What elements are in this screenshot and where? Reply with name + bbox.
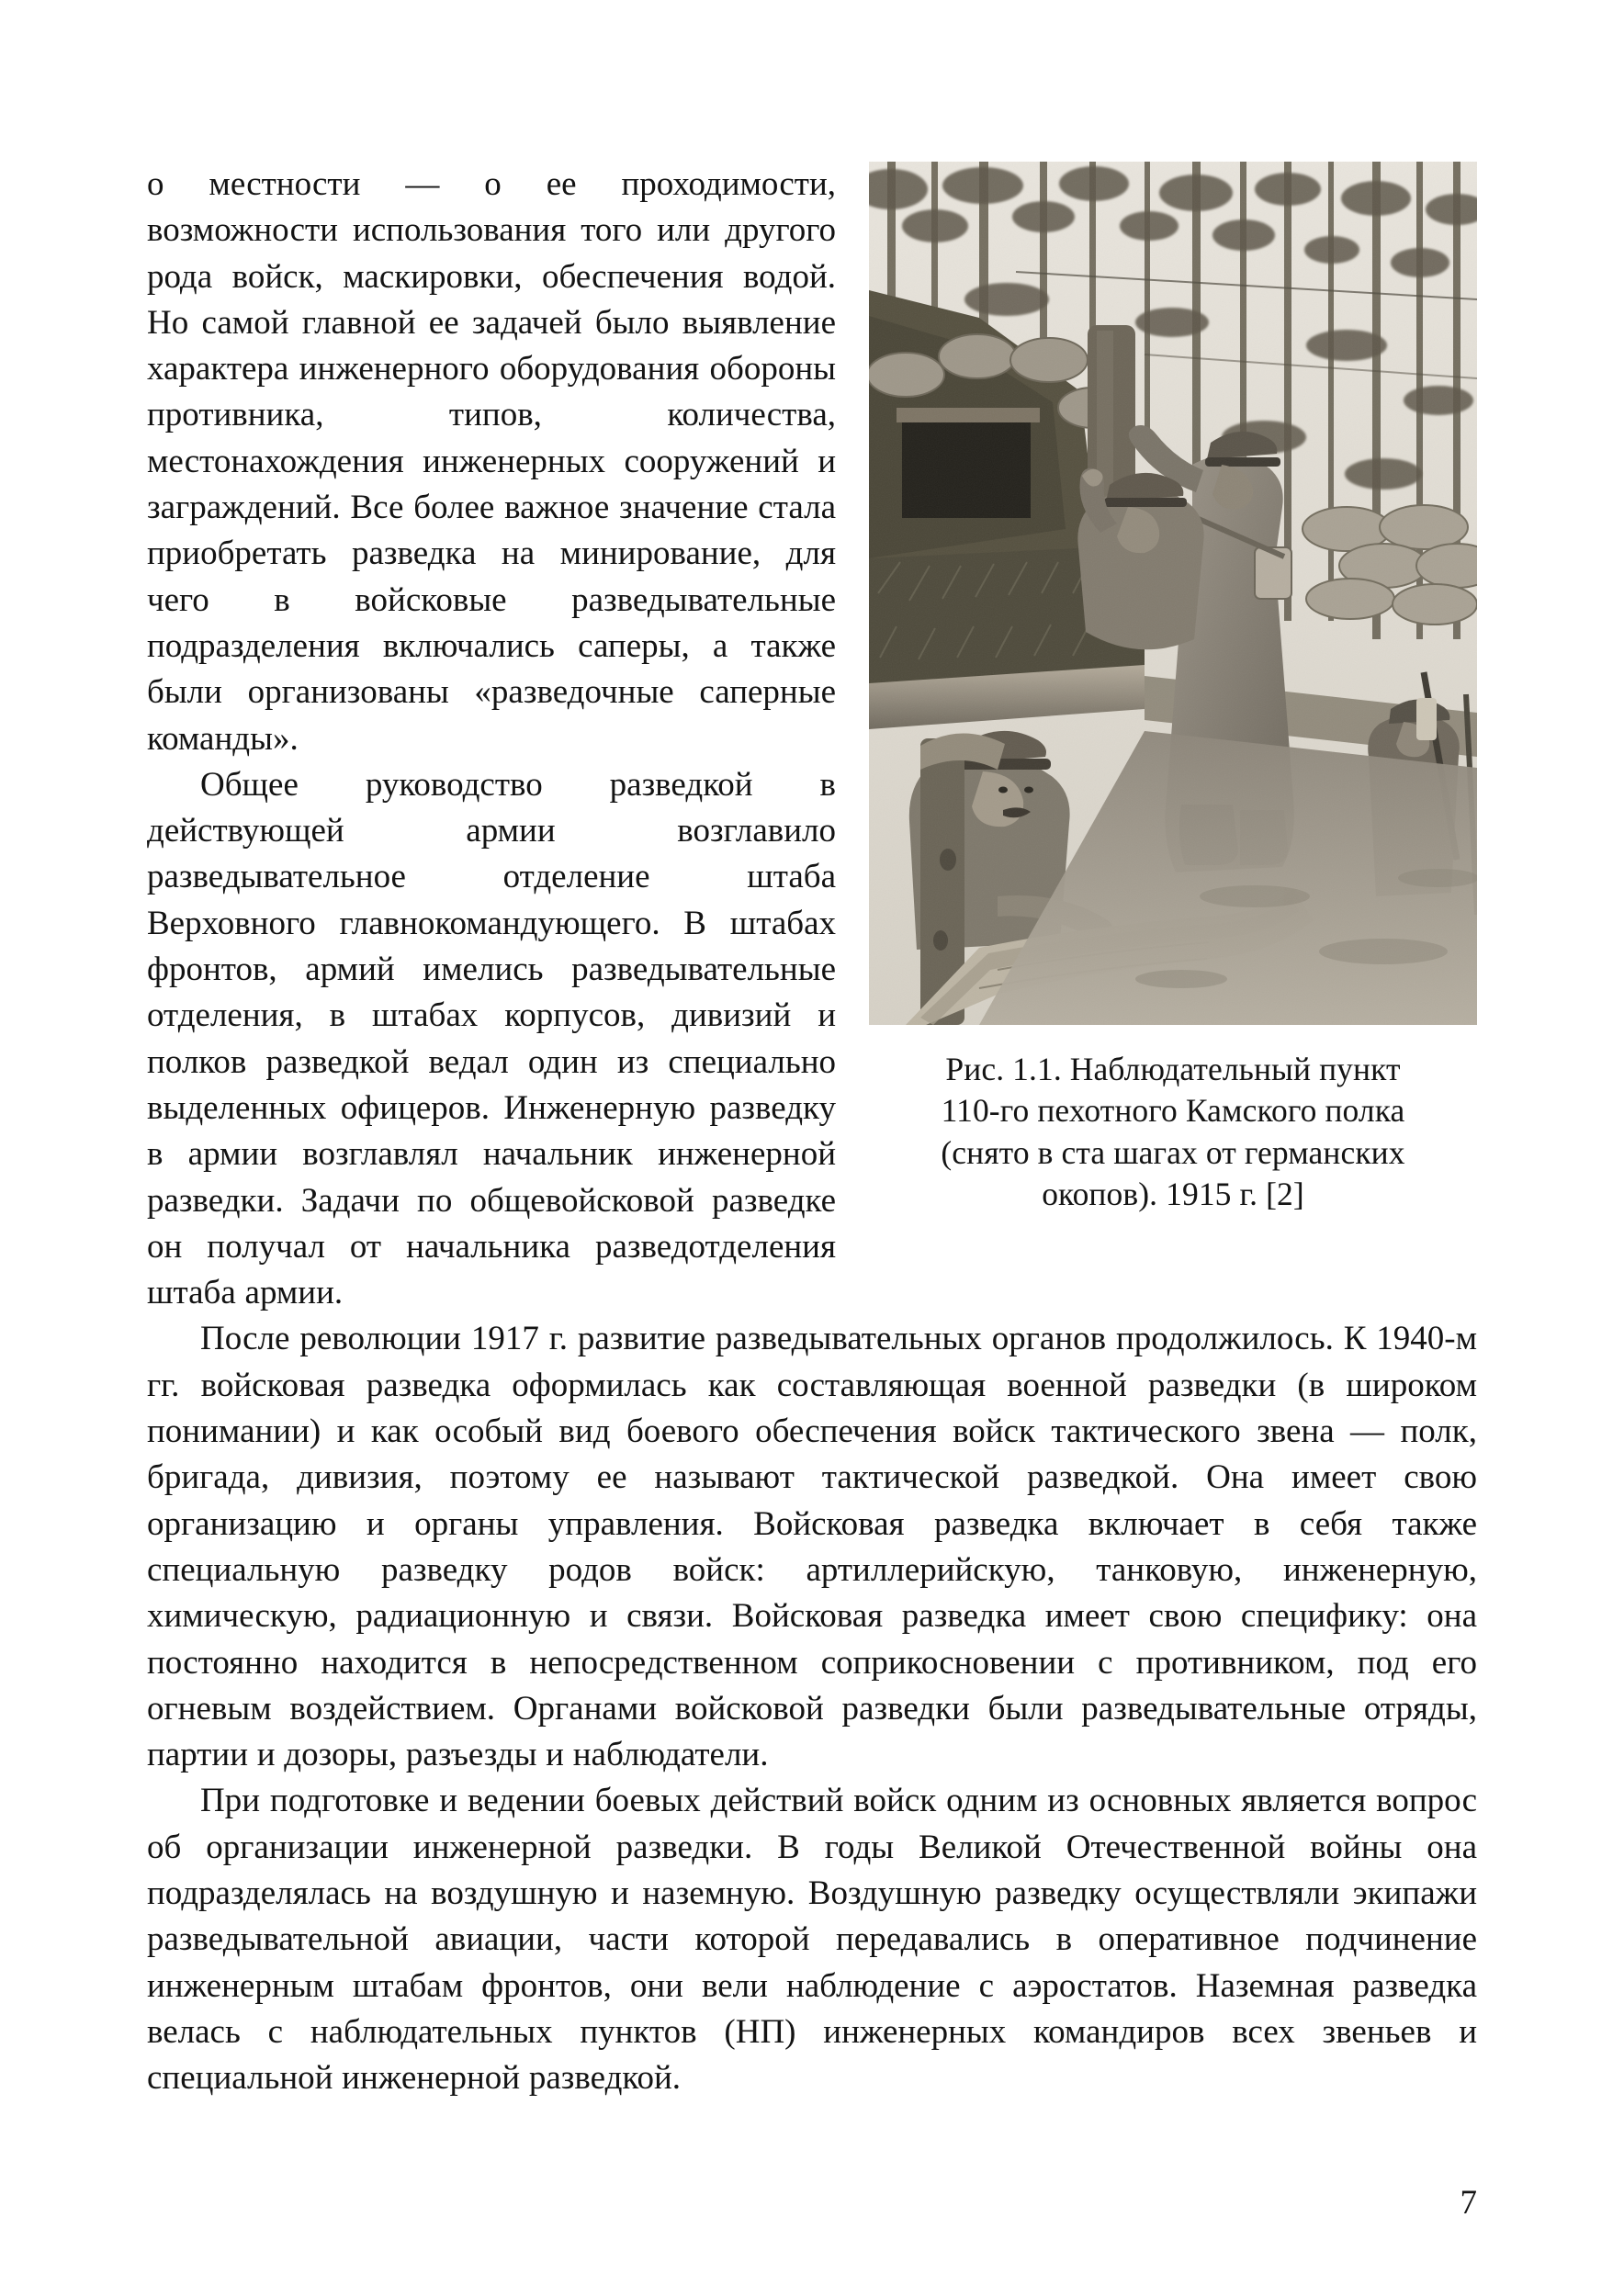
figure-caption-line-4: окопов). 1915 г. [2]	[1042, 1176, 1304, 1213]
figure-caption-line-3: (снято в ста шагах от германских	[941, 1133, 1405, 1171]
paragraph-4: При подготовке и ведении боевых действий войск одним из основных является вопрос об организации инженерной разведки. В годы Великой Отечественной войны она подразделялась на воздушную и наземную. Воздушную разведку осуществляли экипажи разведывательной авиации, части которой передавались в оперативное подчинение инженерным штабам фронтов, они вели наблюдение с аэростатов. Наземная разведка велась с наблюдательных пунктов (НП) инженерных командиров всех звеньев и специальной инженерной разведкой.	[147, 1782, 1477, 2098]
page-content	[147, 162, 1477, 2101]
figure-caption-line-2: 110-го пехотного Камского полка	[941, 1092, 1405, 1130]
figure-caption	[869, 1049, 1477, 1216]
figure-caption-line-1: Рис. 1.1. Наблюдательный пункт	[945, 1051, 1401, 1087]
paragraph-1: о местности — о ее проходимости, возможности использования того или другого рода войск, маскировки, обеспечения водой. Но самой главной ее задачей было выявление характера инженерного оборудования обороны противника, типов, количества, местонахождения инженерных сооружений и заграждений. Все более важное значение стала приобретать разведка на минирование, для чего в войсковые разведывательные подразделения включались саперы, а также были организованы «разведочные саперные команды».	[147, 165, 836, 758]
paragraph-2: Общее руководство разведкой в действующей армии возглавило разведывательное отделение штаба Верховного главнокомандующего. В штабах фронтов, армий имелись разведывательные отделения, в штабах корпусов, дивизий и полков разведкой ведал один из специально выделенных офицеров. Инженерную разведку в армии возглавлял начальник инженерной разведки. Задачи по общевойсковой разведке он получал от начальника разведотделения штаба армии.	[147, 765, 836, 1312]
page-number: 7	[1460, 2184, 1477, 2222]
paragraph-3: После революции 1917 г. развитие разведывательных органов продолжилось. К 1940-м гг. войсковая разведка оформилась как составляющая военной разведки (в широком понимании) и как особый вид боевого обеспечения войск тактического звена — полк, бригада, дивизия, поэтому ее называют тактической разведкой. Она имеет свою организацию и органы управления. Войсковая разведка включает в себя также специальную разведку родов войск: артиллерийскую, танковую, инженерную, химическую, радиационную и связи. Войсковая разведка имеет свою специфику: она постоянно находится в непосредственном соприкосновении с противником, под его огневым воздействием. Органами войсковой разведки были разведывательные отряды, партии и дозоры, разъезды и наблюдатели.	[147, 1320, 1477, 1774]
figure-block	[869, 162, 1477, 1216]
observation-post-photograph	[869, 162, 1477, 1025]
